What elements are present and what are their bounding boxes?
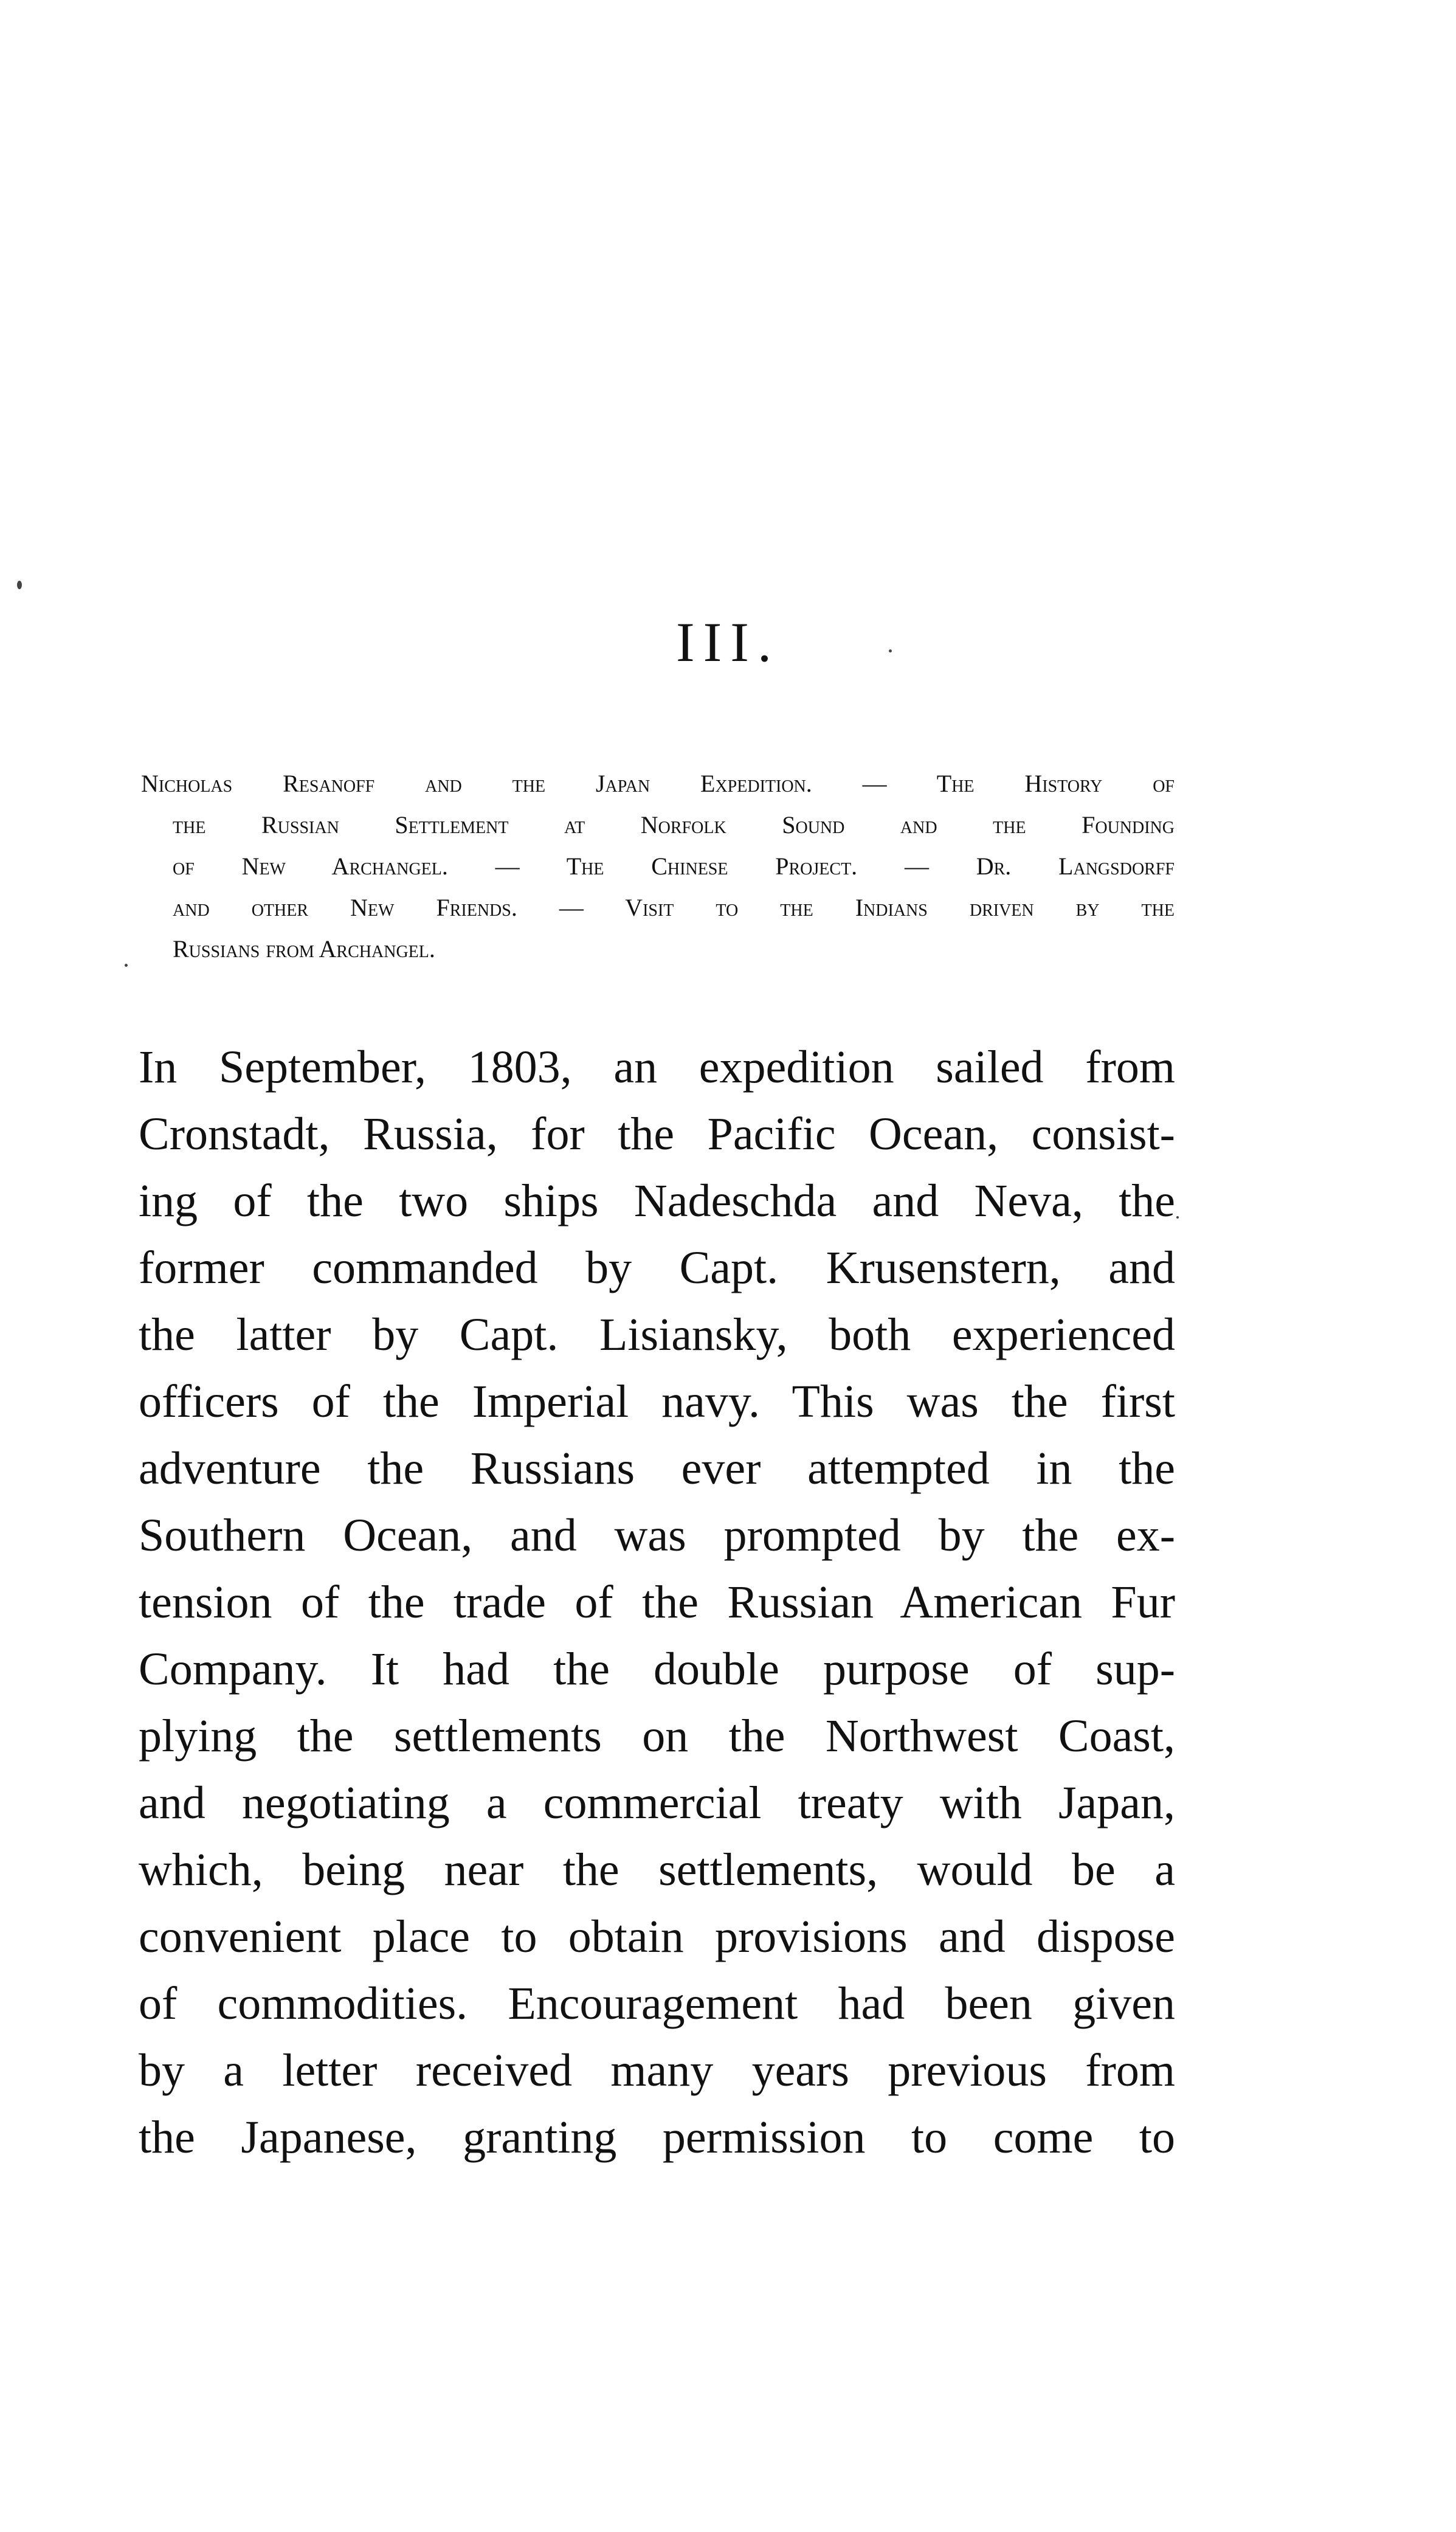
- body-line: In September, 1803, an expedition sailed from: [139, 1042, 1175, 1093]
- body-line: the Japanese, granting permission to come to: [139, 2112, 1175, 2163]
- scan-speck: [1176, 1216, 1179, 1219]
- body-line: convenient place to obtain provisions and dispose: [139, 1911, 1175, 1962]
- body-text: [139, 1034, 1175, 2171]
- body-line: of commodities. Encouragement had been given: [139, 1978, 1175, 2029]
- body-line: and negotiating a commercial treaty with Japan,: [139, 1777, 1175, 1828]
- scan-speck: [17, 581, 22, 589]
- body-line: officers of the Imperial navy. This was the first: [139, 1376, 1175, 1427]
- summary-line: of New Archangel. — The Chinese Project. — Dr. Langsdorff: [173, 853, 1175, 880]
- body-line: Cronstadt, Russia, for the Pacific Ocean, consist-: [139, 1109, 1175, 1160]
- body-line: tension of the trade of the Russian American Fur: [139, 1577, 1175, 1628]
- body-line: which, being near the settlements, would be a: [139, 1844, 1175, 1895]
- summary-line: Russians from Archangel.: [173, 935, 435, 963]
- body-line: by a letter received many years previous from: [139, 2045, 1175, 2096]
- body-line: Company. It had the double purpose of sup-: [139, 1644, 1175, 1695]
- chapter-summary: [141, 763, 1175, 970]
- scan-speck: [889, 649, 892, 652]
- body-line: former commanded by Capt. Krusenstern, and: [139, 1242, 1175, 1293]
- scan-speck: [125, 964, 128, 967]
- chapter-number: III.: [676, 611, 780, 673]
- body-line: adventure the Russians ever attempted in the: [139, 1443, 1175, 1494]
- body-line: Southern Ocean, and was prompted by the ex-: [139, 1510, 1175, 1561]
- summary-line: and other New Friends. — Visit to the Indians driven by the: [173, 894, 1175, 921]
- summary-line: the Russian Settlement at Norfolk Sound and the Founding: [173, 811, 1175, 839]
- body-line: plying the settlements on the Northwest Coast,: [139, 1710, 1175, 1762]
- summary-line: Nicholas Resanoff and the Japan Expedition. — The History of: [141, 770, 1175, 797]
- body-line: the latter by Capt. Lisiansky, both experienced: [139, 1309, 1175, 1360]
- body-line: ing of the two ships Nadeschda and Neva, the: [139, 1175, 1175, 1226]
